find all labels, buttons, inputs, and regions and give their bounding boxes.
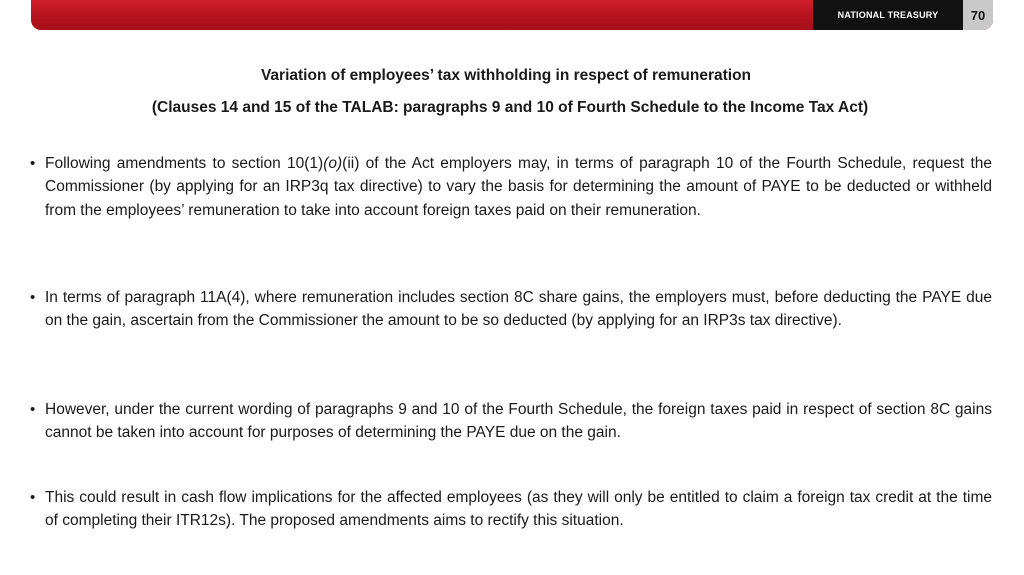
org-label: NATIONAL TREASURY	[813, 0, 963, 30]
bullet-text: This could result in cash flow implications for the affected employees (as they will only be entitled to claim a foreign tax credit at the time of completing their ITR12s). The proposed amendments aims to rectify this situation.	[45, 489, 992, 530]
bullet-dot: •	[30, 489, 36, 506]
bullet-item	[30, 286, 992, 333]
bullet-text-part: (ii) of the Act employers may, in terms of paragraph 10 of the Fourth Schedule, request the Commissioner (by applying for an IRP3q tax directive) to vary the basis for determining the amount of PAYE to be deducted or withheld from the employees’ remuneration to take into account foreign taxes paid on their remuneration.	[45, 155, 992, 219]
page-number: 70	[963, 0, 993, 30]
slide-subtitle: (Clauses 14 and 15 of the TALAB: paragraphs 9 and 10 of Fourth Schedule to the Income Tax Act)	[151, 99, 869, 116]
bullet-item	[30, 486, 992, 533]
bullet-text-italic: (o)	[323, 155, 343, 172]
bullet-dot: •	[30, 401, 36, 418]
bullet-dot: •	[30, 155, 36, 172]
slide-title: Variation of employees’ tax withholding in respect of remuneration	[260, 67, 752, 84]
bullet-text	[45, 152, 992, 222]
bullet-text-part: Following amendments to section 10(1)	[45, 155, 324, 172]
bullet-item	[30, 398, 992, 445]
bullet-item	[30, 152, 992, 222]
bullet-text: However, under the current wording of paragraphs 9 and 10 of the Fourth Schedule, the foreign taxes paid in respect of section 8C gains cannot be taken into account for purposes of determining the PAYE due on the gain.	[45, 401, 992, 442]
bullet-dot: •	[30, 289, 36, 306]
bullet-text: In terms of paragraph 11A(4), where remuneration includes section 8C share gains, the employers must, before deducting the PAYE due on the gain, ascertain from the Commissioner the amount to be so deducted (by applying for an IRP3s tax directive).	[45, 289, 992, 330]
